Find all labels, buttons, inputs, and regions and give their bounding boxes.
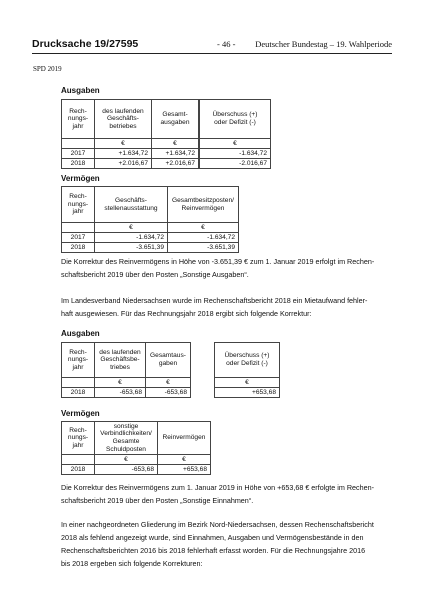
unit-cell: € (95, 455, 158, 465)
header-rule (32, 53, 392, 54)
table-row (200, 159, 271, 169)
col-header-total: Gesamtaus- gaben (146, 343, 191, 378)
cell-value: +2.016,67 (95, 159, 152, 169)
table-row (62, 149, 199, 159)
paragraph-3: Die Korrektur des Reinvermögens zum 1. Januar 2019 in Höhe von +653,68 € erfolgte im Rechen- schaftsbericht 2019 über den Posten „Sonstige Einnahmen“. (61, 483, 375, 505)
paragraph-4: In einer nachgeordneten Gliederung im Bezirk Nord-Niedersachsen, dessen Rechenschaftsbericht 2018 als fehlend angezeigt wurde, sind Einnahmen, Ausgaben und Vermögensbestände in den Rechenschaftsberichten 2016 bis 2018 fehlerhaft erfasst worden. Für die Rechnungsjahre 2016 bis 2018 ergeben sich folgende Korrekturen: (61, 520, 374, 568)
col-header-b: Gesamtbesitzposten/ Reinvermögen (168, 187, 239, 223)
table-row (62, 243, 239, 253)
cell-value: -653,68 (95, 465, 158, 475)
cell-year: 2018 (62, 243, 95, 253)
cell-year: 2018 (62, 465, 95, 475)
cell-value: -653,68 (95, 388, 146, 398)
col-header-surplus: Überschuss (+) oder Defizit (-) (200, 100, 271, 139)
surplus-table-2 (214, 342, 280, 398)
paragraph-1: Die Korrektur des Reinvermögens in Höhe von -3.651,39 € zum 1. Januar 2019 erfolgt im Rechen- schaftsbericht 2019 über den Posten „Sonstige Ausgaben“. (61, 257, 375, 279)
party-label: SPD 2019 (33, 65, 62, 73)
page-number: - 46 - (217, 39, 236, 49)
cell-year: 2018 (62, 388, 95, 398)
section-title-vermoegen: Vermögen (61, 174, 100, 183)
cell-value: -3.651,39 (168, 243, 239, 253)
col-header-ops: des laufenden Geschäftsbe- triebes (95, 343, 146, 378)
document-number (32, 38, 138, 50)
cell-value: +653,68 (158, 465, 211, 475)
unit-cell: € (95, 378, 146, 388)
unit-cell: € (200, 139, 271, 149)
section-title-ausgaben: Ausgaben (61, 86, 100, 95)
vermoegen-table (61, 186, 239, 253)
unit-cell: € (158, 455, 211, 465)
cell-value: +1.634,72 (152, 149, 199, 159)
table-row (62, 465, 211, 475)
cell-value: +2.016,67 (152, 159, 199, 169)
doc-label: Drucksache 19/ (32, 38, 110, 50)
unit-cell: € (215, 378, 280, 388)
surplus-table (199, 99, 271, 169)
col-header-total: Gesamt- ausgaben (152, 100, 199, 139)
cell-value: -1.634,72 (200, 149, 271, 159)
section-title-vermoegen-2: Vermögen (61, 409, 100, 418)
cell-value: +653,68 (215, 388, 280, 398)
vermoegen-table-2 (61, 421, 211, 475)
cell-year: 2017 (62, 149, 95, 159)
cell-value: +1.634,72 (95, 149, 152, 159)
col-header-year: Rech- nungs- jahr (62, 422, 95, 455)
cell-value: -1.634,72 (95, 233, 168, 243)
unit-cell (62, 139, 95, 149)
unit-cell: € (95, 223, 168, 233)
cell-value: -3.651,39 (95, 243, 168, 253)
col-header-b: Reinvermögen (158, 422, 211, 455)
col-header-a: Geschäfts- stellenausstattung (95, 187, 168, 223)
cell-value: -1.634,72 (168, 233, 239, 243)
col-header-a: sonstige Verbindlichkeiten/ Gesamte Schuldposten (95, 422, 158, 455)
paragraph-2: Im Landesverband Niedersachsen wurde im Rechenschaftsbericht 2018 ein Mietaufwand fehler- haft ausgewiesen. Für das Rechnungsjahr 2018 ergibt sich folgende Korrektur: (61, 296, 368, 318)
col-header-ops: des laufenden Geschäfts- betriebes (95, 100, 152, 139)
unit-cell (62, 455, 95, 465)
col-header-surplus: Überschuss (+) oder Defizit (-) (215, 343, 280, 378)
table-row (62, 388, 191, 398)
ausgaben-table-2 (61, 342, 191, 398)
unit-cell (62, 223, 95, 233)
page-header (32, 38, 392, 52)
ausgaben-table (61, 99, 199, 169)
cell-value: -653,68 (146, 388, 191, 398)
doc-number: 27595 (109, 38, 139, 50)
table-row (200, 149, 271, 159)
cell-year: 2017 (62, 233, 95, 243)
col-header-year: Rech- nungs- jahr (62, 343, 95, 378)
col-header-year: Rech- nungs- jahr (62, 100, 95, 139)
table-row (62, 233, 239, 243)
table-row (62, 159, 199, 169)
table-row (215, 388, 280, 398)
unit-cell: € (95, 139, 152, 149)
cell-year: 2018 (62, 159, 95, 169)
unit-cell: € (168, 223, 239, 233)
col-header-year: Rech- nungs- jahr (62, 187, 95, 223)
institution-label: Deutscher Bundestag – 19. Wahlperiode (255, 39, 392, 49)
section-title-ausgaben-2: Ausgaben (61, 329, 100, 338)
cell-value: -2.016,67 (200, 159, 271, 169)
unit-cell: € (152, 139, 199, 149)
unit-cell (62, 378, 95, 388)
unit-cell: € (146, 378, 191, 388)
